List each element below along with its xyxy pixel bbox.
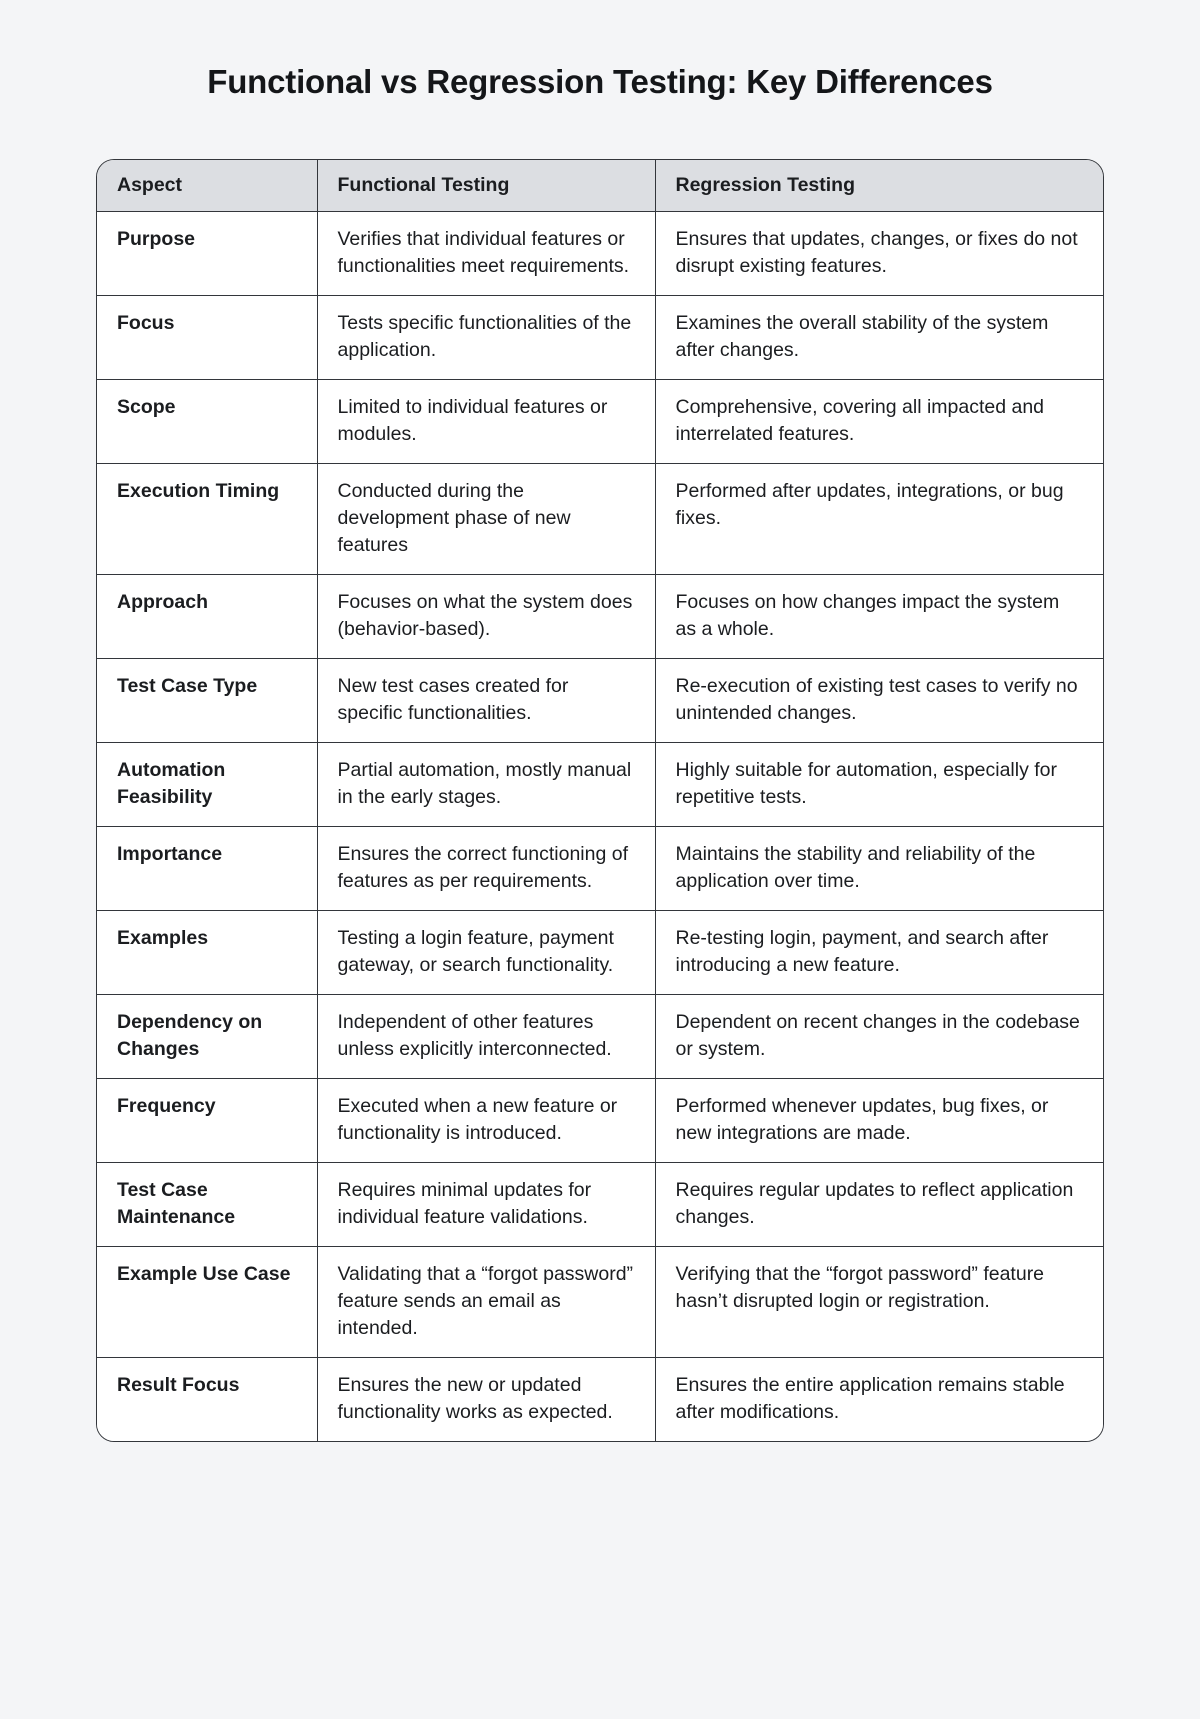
aspect-cell: Importance bbox=[97, 827, 317, 911]
functional-cell: Ensures the new or updated functionality works as expected. bbox=[317, 1358, 655, 1442]
table-row-automation-feasibility bbox=[97, 743, 1104, 827]
functional-cell: Requires minimal updates for individual feature validations. bbox=[317, 1163, 655, 1247]
table-row-examples bbox=[97, 911, 1104, 995]
functional-cell: Executed when a new feature or functionality is introduced. bbox=[317, 1079, 655, 1163]
regression-cell: Comprehensive, covering all impacted and interrelated features. bbox=[655, 380, 1104, 464]
functional-cell: Validating that a “forgot password” feature sends an email as intended. bbox=[317, 1247, 655, 1358]
table-row-test-case-maintenance bbox=[97, 1163, 1104, 1247]
table-header-row bbox=[97, 160, 1104, 212]
table-row-dependency-on-changes bbox=[97, 995, 1104, 1079]
regression-cell: Focuses on how changes impact the system as a whole. bbox=[655, 575, 1104, 659]
aspect-cell: Approach bbox=[97, 575, 317, 659]
regression-cell: Maintains the stability and reliability of the application over time. bbox=[655, 827, 1104, 911]
table-row-frequency bbox=[97, 1079, 1104, 1163]
column-header-aspect: Aspect bbox=[97, 160, 317, 212]
table-row-approach bbox=[97, 575, 1104, 659]
regression-cell: Examines the overall stability of the system after changes. bbox=[655, 296, 1104, 380]
regression-cell: Performed after updates, integrations, or bug fixes. bbox=[655, 464, 1104, 575]
regression-cell: Dependent on recent changes in the codebase or system. bbox=[655, 995, 1104, 1079]
functional-cell: Conducted during the development phase of new features bbox=[317, 464, 655, 575]
aspect-cell: Purpose bbox=[97, 212, 317, 296]
regression-cell: Re-testing login, payment, and search after introducing a new feature. bbox=[655, 911, 1104, 995]
aspect-cell: Test Case Maintenance bbox=[97, 1163, 317, 1247]
aspect-cell: Execution Timing bbox=[97, 464, 317, 575]
table-row-test-case-type bbox=[97, 659, 1104, 743]
functional-cell: Testing a login feature, payment gateway, or search functionality. bbox=[317, 911, 655, 995]
functional-cell: Ensures the correct functioning of features as per requirements. bbox=[317, 827, 655, 911]
aspect-cell: Test Case Type bbox=[97, 659, 317, 743]
aspect-cell: Example Use Case bbox=[97, 1247, 317, 1358]
regression-cell: Requires regular updates to reflect application changes. bbox=[655, 1163, 1104, 1247]
regression-cell: Ensures the entire application remains stable after modifications. bbox=[655, 1358, 1104, 1442]
table-row-purpose bbox=[97, 212, 1104, 296]
table-row-importance bbox=[97, 827, 1104, 911]
aspect-cell: Frequency bbox=[97, 1079, 317, 1163]
comparison-table bbox=[96, 159, 1104, 1442]
functional-cell: Verifies that individual features or functionalities meet requirements. bbox=[317, 212, 655, 296]
aspect-cell: Dependency on Changes bbox=[97, 995, 317, 1079]
functional-cell: Partial automation, mostly manual in the early stages. bbox=[317, 743, 655, 827]
functional-cell: Focuses on what the system does (behavior-based). bbox=[317, 575, 655, 659]
regression-cell: Re-execution of existing test cases to verify no unintended changes. bbox=[655, 659, 1104, 743]
regression-cell: Verifying that the “forgot password” feature hasn’t disrupted login or registration. bbox=[655, 1247, 1104, 1358]
page-title: Functional vs Regression Testing: Key Differences bbox=[207, 63, 993, 100]
aspect-cell: Focus bbox=[97, 296, 317, 380]
table-row-scope bbox=[97, 380, 1104, 464]
table-row-execution-timing bbox=[97, 464, 1104, 575]
table-row-result-focus bbox=[97, 1358, 1104, 1442]
functional-cell: Limited to individual features or modules. bbox=[317, 380, 655, 464]
functional-cell: New test cases created for specific functionalities. bbox=[317, 659, 655, 743]
column-header-regression-testing: Regression Testing bbox=[655, 160, 1104, 212]
table-row-example-use-case bbox=[97, 1247, 1104, 1358]
functional-cell: Independent of other features unless explicitly interconnected. bbox=[317, 995, 655, 1079]
regression-cell: Ensures that updates, changes, or fixes do not disrupt existing features. bbox=[655, 212, 1104, 296]
regression-cell: Highly suitable for automation, especially for repetitive tests. bbox=[655, 743, 1104, 827]
aspect-cell: Automation Feasibility bbox=[97, 743, 317, 827]
functional-cell: Tests specific functionalities of the application. bbox=[317, 296, 655, 380]
table-row-focus bbox=[97, 296, 1104, 380]
aspect-cell: Scope bbox=[97, 380, 317, 464]
aspect-cell: Result Focus bbox=[97, 1358, 317, 1442]
column-header-functional-testing: Functional Testing bbox=[317, 160, 655, 212]
regression-cell: Performed whenever updates, bug fixes, or new integrations are made. bbox=[655, 1079, 1104, 1163]
aspect-cell: Examples bbox=[97, 911, 317, 995]
comparison-table-grid bbox=[97, 160, 1104, 1441]
